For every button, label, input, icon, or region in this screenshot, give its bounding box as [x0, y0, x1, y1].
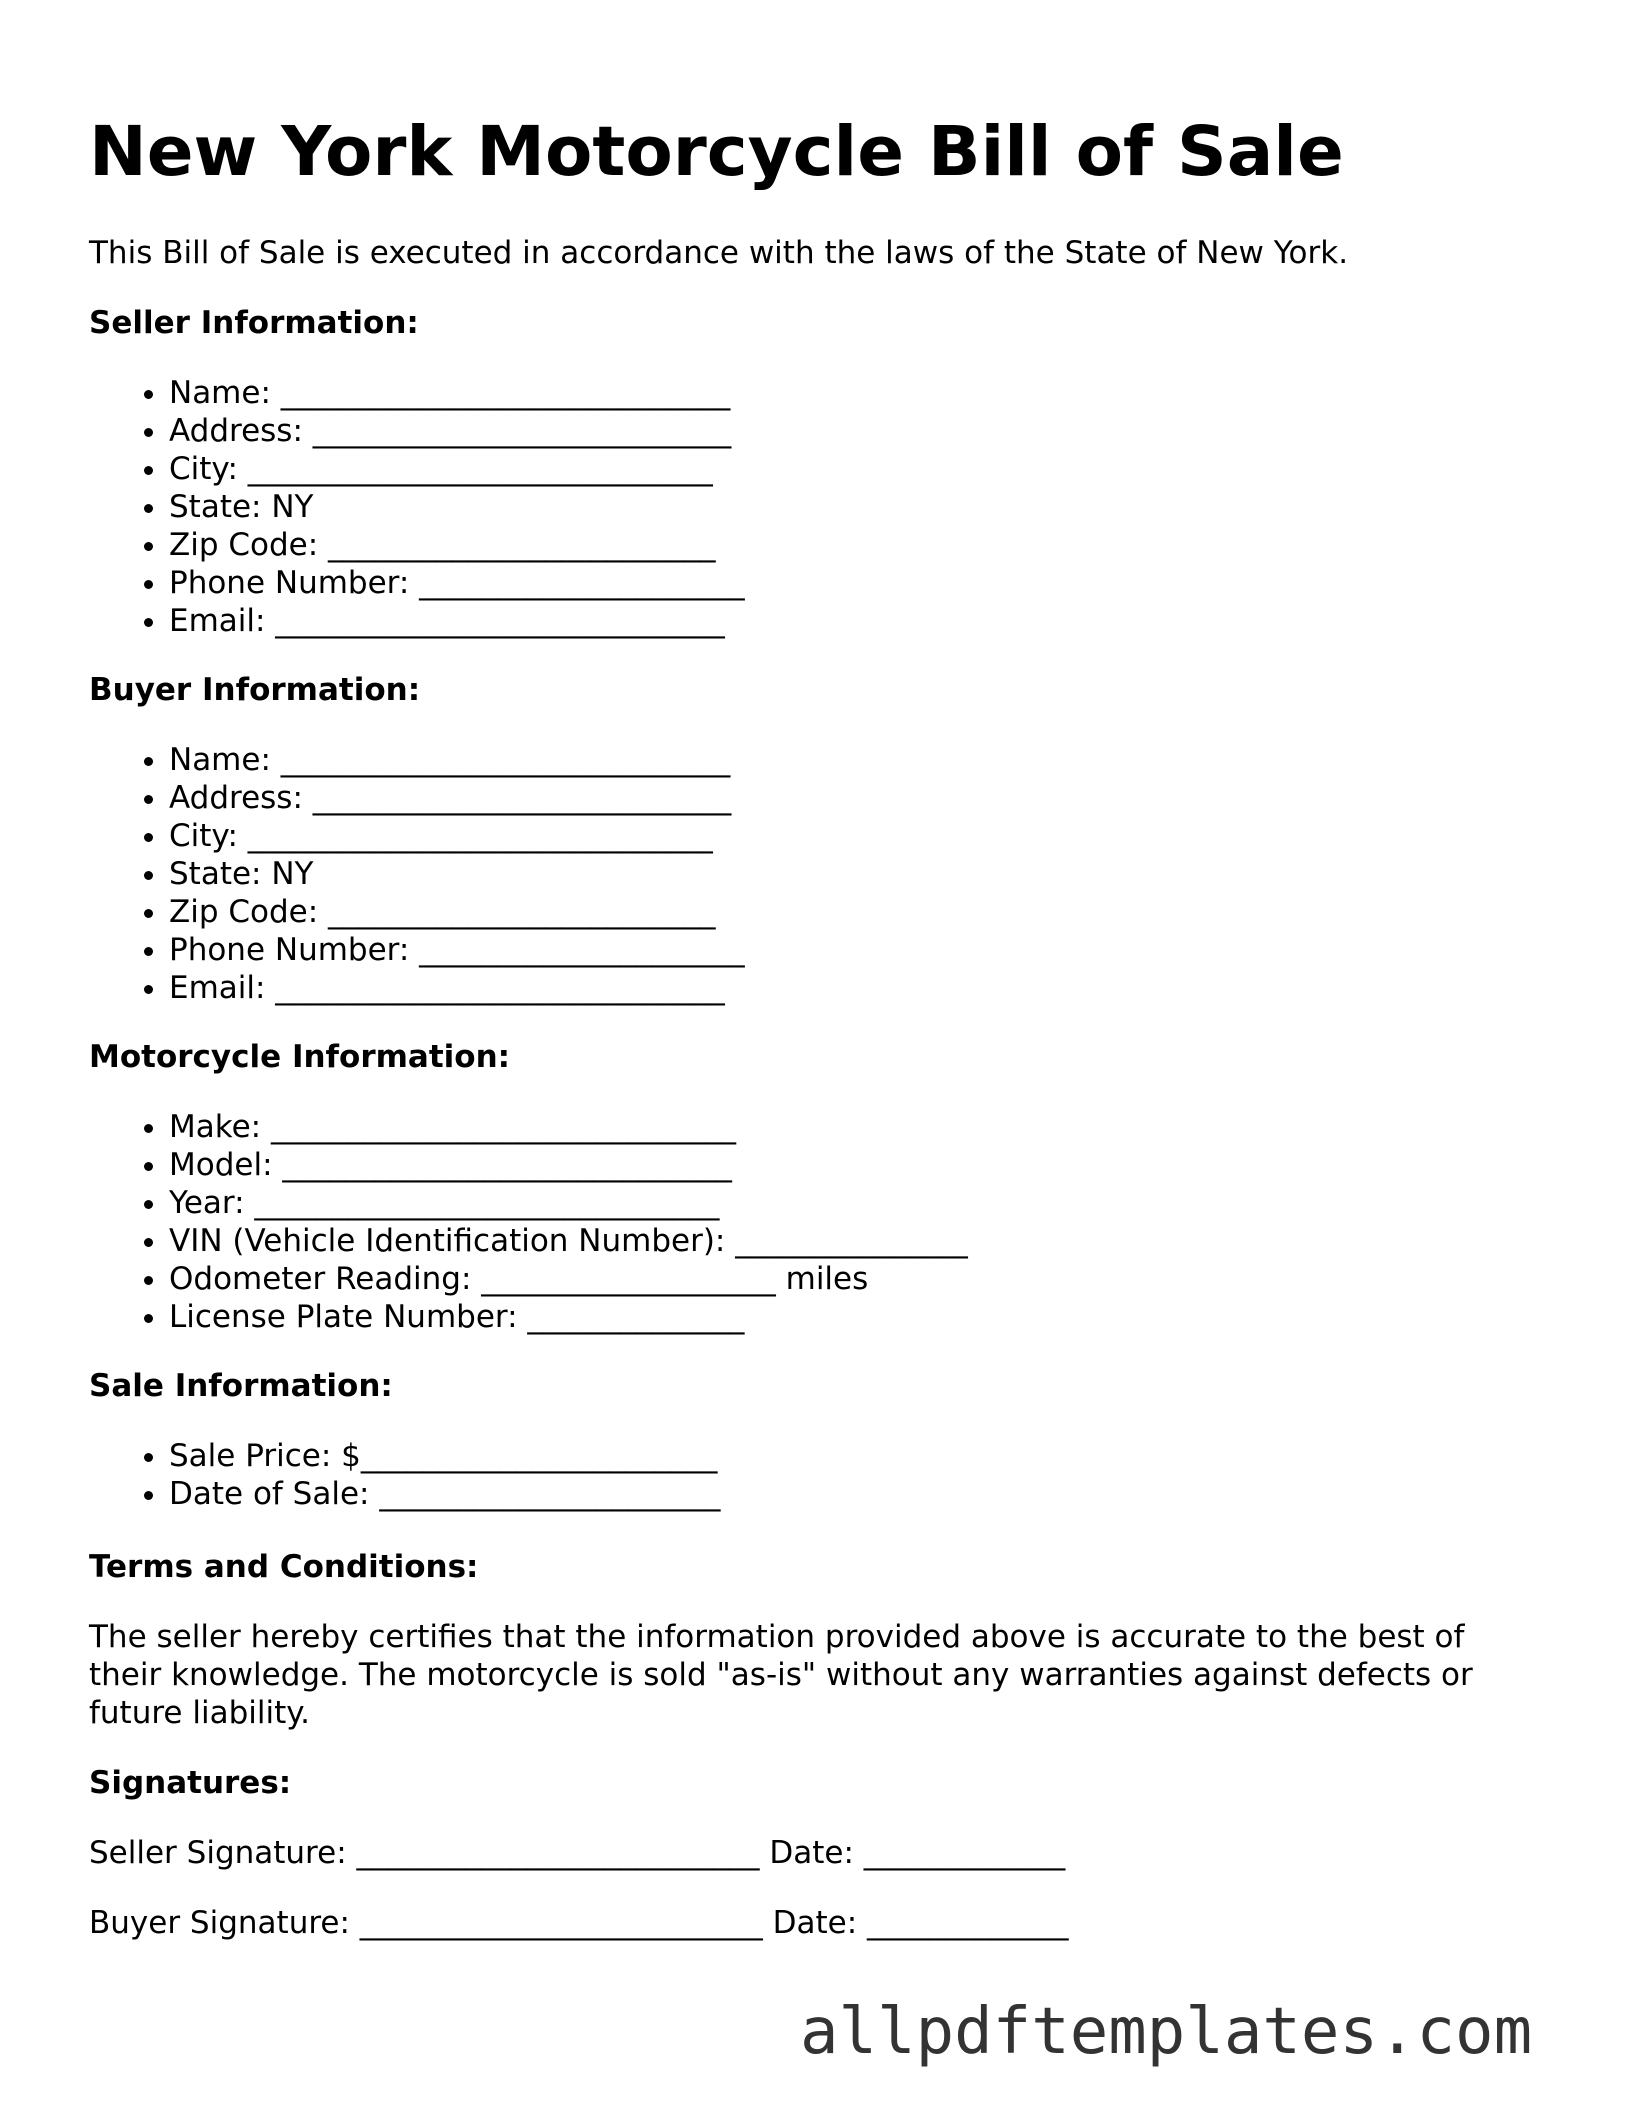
buyer-email-field: • Email: _____________________________ [169, 969, 745, 1007]
sale-price-field: • Sale Price: $_______________________ [169, 1437, 720, 1475]
intro-text: This Bill of Sale is executed in accordance with the laws of the State of New York. [89, 235, 1349, 271]
motorcycle-model-field: • Model: _____________________________ [169, 1146, 968, 1184]
seller-address-field: • Address: ___________________________ [169, 412, 745, 450]
motorcycle-fields [89, 1108, 968, 1336]
watermark-text: allpdftemplates.com [800, 1995, 1533, 2069]
seller-city-field: • City: ______________________________ [169, 450, 745, 488]
buyer-name-field: • Name: _____________________________ [169, 741, 745, 779]
page-title: New York Motorcycle Bill of Sale [89, 112, 1344, 192]
seller-heading: Seller Information: [89, 305, 419, 341]
buyer-city-field: • City: ______________________________ [169, 817, 745, 855]
seller-fields [89, 374, 745, 640]
sale-date-field: • Date of Sale: ______________________ [169, 1475, 720, 1513]
seller-email-field: • Email: _____________________________ [169, 602, 745, 640]
seller-phone-field: • Phone Number: _____________________ [169, 564, 745, 602]
buyer-state-field: • State: NY [169, 855, 745, 893]
buyer-fields [89, 741, 745, 1007]
seller-signature-line: Seller Signature: __________________________ Date: _____________ [89, 1835, 1066, 1871]
motorcycle-make-field: • Make: ______________________________ [169, 1108, 968, 1146]
buyer-zip-field: • Zip Code: _________________________ [169, 893, 745, 931]
motorcycle-year-field: • Year: ______________________________ [169, 1184, 968, 1222]
seller-zip-field: • Zip Code: _________________________ [169, 526, 745, 564]
sale-heading: Sale Information: [89, 1368, 393, 1404]
buyer-address-field: • Address: ___________________________ [169, 779, 745, 817]
signatures-heading: Signatures: [89, 1765, 292, 1801]
buyer-heading: Buyer Information: [89, 672, 421, 708]
buyer-phone-field: • Phone Number: _____________________ [169, 931, 745, 969]
motorcycle-odometer-field: • Odometer Reading: ___________________ miles [169, 1260, 968, 1298]
sale-fields [89, 1437, 720, 1513]
motorcycle-vin-field: • VIN (Vehicle Identification Number): _______________ [169, 1222, 968, 1260]
terms-heading: Terms and Conditions: [89, 1549, 479, 1585]
motorcycle-plate-field: • License Plate Number: ______________ [169, 1298, 968, 1336]
terms-text: The seller hereby certifies that the information provided above is accurate to the best of their knowledge. The motorcycle is sold "as-is" without any warranties against defects or future liability. [89, 1619, 1473, 1731]
seller-name-field: • Name: _____________________________ [169, 374, 745, 412]
buyer-signature-line: Buyer Signature: __________________________ Date: _____________ [89, 1905, 1069, 1941]
seller-state-field: • State: NY [169, 488, 745, 526]
motorcycle-heading: Motorcycle Information: [89, 1039, 511, 1075]
